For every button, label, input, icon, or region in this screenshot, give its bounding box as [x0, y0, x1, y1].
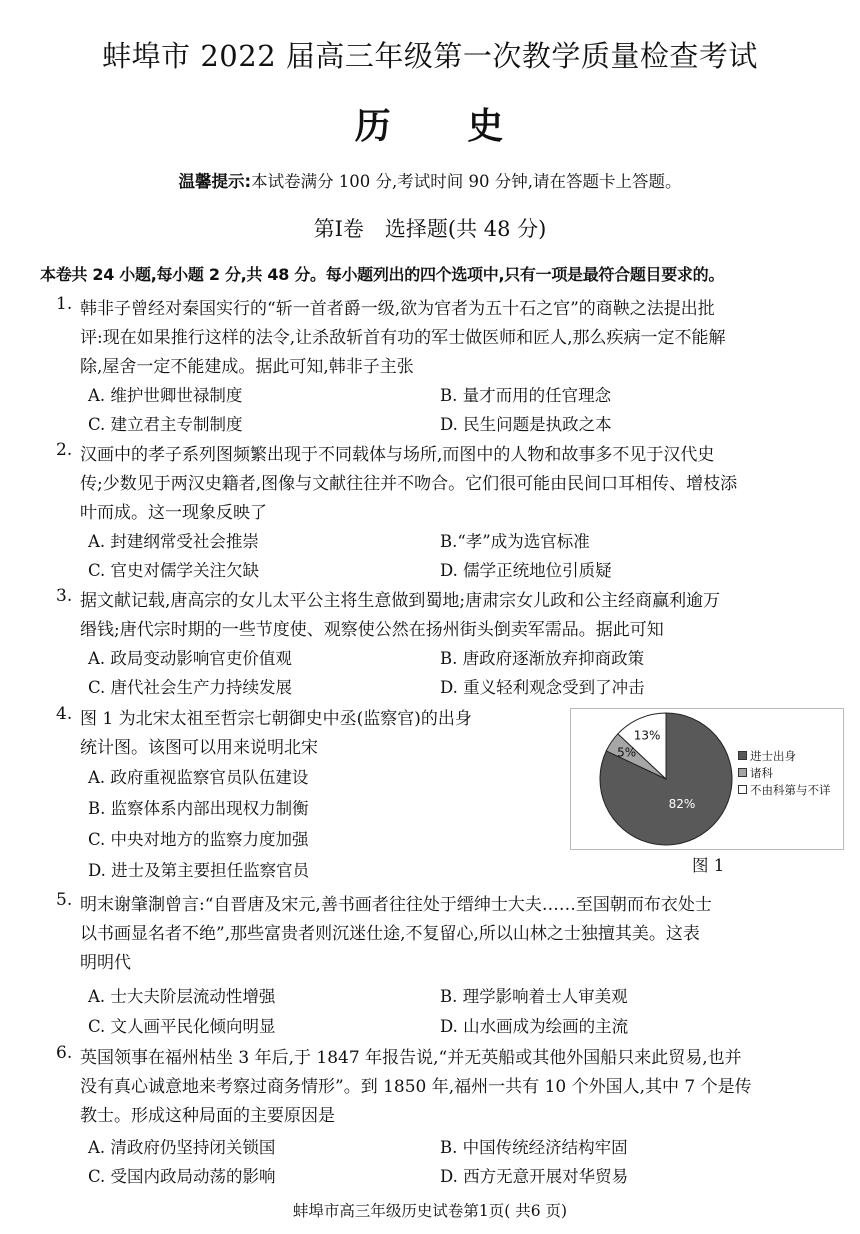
question-number: 4. [56, 704, 73, 724]
option-a[interactable]: A. 政局变动影响官吏价值观 [88, 649, 292, 668]
figure-caption: 图 1 [692, 856, 725, 875]
question-text-line: 英国领事在福州枯坐 3 年后,于 1847 年报告说,“并无英船或其他外国船只来此贸易,也并 [80, 1048, 742, 1068]
option-a[interactable]: A. 清政府仍坚持闭关锁国 [88, 1138, 276, 1157]
legend-item-1 [738, 765, 773, 781]
question-number: 2. [56, 440, 73, 460]
option-d[interactable]: D. 山水画成为绘画的主流 [440, 1017, 629, 1036]
legend-swatch [738, 785, 747, 794]
option-b[interactable]: B. 唐政府逐渐放弃抑商政策 [440, 649, 645, 668]
option-d[interactable]: D. 西方无意开展对华贸易 [440, 1167, 629, 1186]
question-text-line: 评:现在如果推行这样的法令,让杀敌斩首有功的军士做医师和匠人,那么疾病一定不能解 [80, 328, 726, 348]
page-footer: 蚌埠市高三年级历史试卷第1页( 共6 页) [292, 1202, 568, 1220]
pie-label-2: 13% [633, 728, 661, 743]
notice [0, 168, 860, 192]
option-d[interactable]: D. 重义轻利观念受到了冲击 [440, 678, 645, 697]
question-text-line: 叶而成。这一现象反映了 [80, 503, 267, 523]
question-number: 5. [56, 890, 73, 910]
question-text-line: 缗钱;唐代宗时期的一些节度使、观察使公然在扬州街头倒卖军需品。据此可知 [80, 620, 664, 640]
question-number: 6. [56, 1043, 73, 1063]
question-text-line: 没有真心诚意地来考察过商务情形”。到 1850 年,福州一共有 10 个外国人,其中 7 个是传 [80, 1077, 752, 1097]
pie-chart [571, 709, 843, 849]
option-c[interactable]: C. 文人画平民化倾向明显 [88, 1017, 276, 1036]
option-c[interactable]: C. 中央对地方的监察力度加强 [88, 830, 309, 849]
question-text-line: 以书画显名者不绝”,那些富贵者则沉迷仕途,不复留心,所以山林之士独擅其美。这表 [80, 924, 700, 944]
option-b[interactable]: B. 理学影响着士人审美观 [440, 987, 628, 1006]
option-c[interactable]: C. 官史对儒学关注欠缺 [88, 561, 260, 580]
legend-item-2 [738, 782, 831, 798]
legend-label: 进士出身 [750, 749, 796, 763]
legend-label: 不由科第与不详 [750, 783, 831, 797]
legend-swatch [738, 768, 747, 777]
question-text-line: 汉画中的孝子系列图频繁出现于不同载体与场所,而图中的人物和故事多不见于汉代史 [80, 445, 715, 465]
option-a[interactable]: A. 政府重视监察官员队伍建设 [88, 768, 309, 787]
option-b[interactable]: B. 量才而用的任官理念 [440, 386, 612, 405]
option-a[interactable]: A. 士大夫阶层流动性增强 [88, 987, 276, 1006]
pie-label-0: 82% [668, 797, 696, 812]
question-text-line: 统计图。该图可以用来说明北宋 [80, 738, 318, 758]
legend-swatch [738, 751, 747, 760]
question-text-line: 教士。形成这种局面的主要原因是 [80, 1106, 335, 1126]
notice-text: 本试卷满分 100 分,考试时间 90 分钟,请在答题卡上答题。 [251, 172, 682, 191]
question-text-line: 传;少数见于两汉史籍者,图像与文献往往并不吻合。它们很可能由民间口耳相传、增枝添 [80, 474, 738, 494]
option-b[interactable]: B. 监察体系内部出现权力制衡 [88, 799, 309, 818]
legend-label: 诸科 [750, 766, 773, 780]
question-text-line: 除,屋舍一定不能建成。据此可知,韩非子主张 [80, 357, 414, 377]
subject-title: 历 史 [354, 105, 506, 147]
notice-label: 温馨提示: [178, 172, 252, 191]
question-text-line: 图 1 为北宋太祖至哲宗七朝御史中丞(监察官)的出身 [80, 709, 472, 729]
legend-item-0 [738, 748, 796, 764]
section-instructions: 本卷共 24 小题,每小题 2 分,共 48 分。每小题列出的四个选项中,只有一项是最符合题目要求的。 [40, 265, 725, 284]
option-b[interactable]: B. 中国传统经济结构牢固 [440, 1138, 628, 1157]
question-text-line: 据文献记载,唐高宗的女儿太平公主将生意做到蜀地;唐肃宗女儿政和公主经商赢利逾万 [80, 591, 721, 611]
section-heading: 第Ⅰ卷 选择题(共 48 分) [313, 217, 547, 241]
pie-chart-frame [570, 708, 844, 850]
option-b[interactable]: B.“孝”成为选官标准 [440, 532, 590, 551]
pie-label-1: 5% [617, 745, 637, 760]
question-number: 3. [56, 586, 73, 606]
option-c[interactable]: C. 唐代社会生产力持续发展 [88, 678, 293, 697]
option-d[interactable]: D. 儒学正统地位引质疑 [440, 561, 612, 580]
option-c[interactable]: C. 建立君主专制制度 [88, 415, 243, 434]
option-c[interactable]: C. 受国内政局动荡的影响 [88, 1167, 276, 1186]
option-a[interactable]: A. 封建纲常受社会推崇 [88, 532, 259, 551]
option-d[interactable]: D. 民生问题是执政之本 [440, 415, 612, 434]
option-a[interactable]: A. 维护世卿世禄制度 [88, 386, 243, 405]
question-text-line: 韩非子曾经对秦国实行的“斩一首者爵一级,欲为官者为五十石之官”的商鞅之法提出批 [80, 299, 715, 319]
question-text-line: 明明代 [80, 953, 131, 973]
question-number: 1. [56, 294, 73, 314]
option-d[interactable]: D. 进士及第主要担任监察官员 [88, 861, 310, 880]
exam-title: 蚌埠市 2022 届高三年级第一次教学质量检查考试 [102, 39, 758, 73]
question-text-line: 明末谢肇淛曾言:“自晋唐及宋元,善书画者往往处于缙绅士大夫……至国朝而布衣处士 [80, 895, 712, 915]
